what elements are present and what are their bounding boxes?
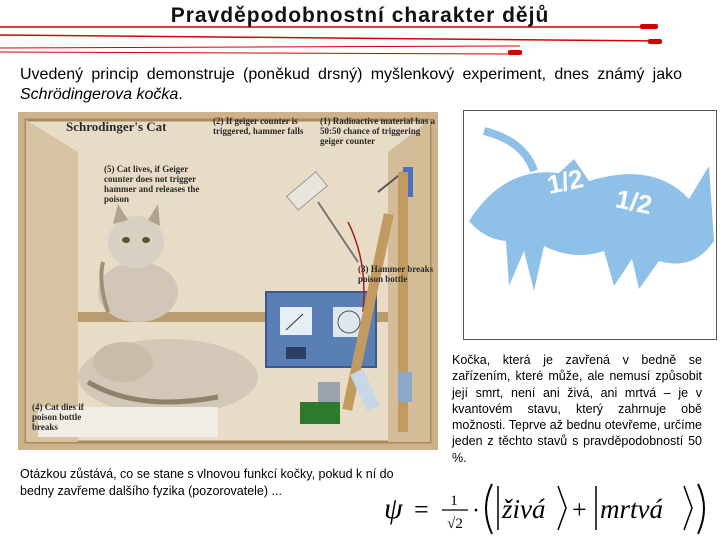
ket-angle-2: [684, 486, 692, 530]
intro-end: .: [178, 86, 183, 103]
half-label-2: 1/2: [613, 183, 655, 221]
photo-label-2: (2) If geiger counter is triggered, hammer falls: [213, 116, 304, 136]
photo-label-3: (3) Hammer breaks poison bottle: [358, 264, 434, 284]
schrodinger-box-photo: [18, 112, 438, 450]
formula-denominator: √2: [447, 516, 463, 532]
bottom-question: Otázkou zůstává, co se stane s vlnovou funkcí kočky, pokud k ní do bedny zavřeme dalšího fyzika (pozorovatele) ...: [20, 467, 394, 498]
half-label-1: 1/2: [544, 163, 586, 200]
left-paren: [486, 484, 492, 534]
formula-plus: +: [572, 495, 587, 524]
state-dead: mrtvá: [600, 494, 663, 524]
intro-text: Uvedený princip demonstruje (poněkud drsný) myšlenkový experiment, dnes známý jako: [20, 66, 682, 83]
formula-dot: ·: [472, 498, 480, 524]
intro-paragraph: [20, 65, 682, 105]
wavefunction-formula: [384, 478, 714, 538]
right-explanation: Kočka, která je zavřená v bedně se zařízením, které může, ale nemusí způsobit její smrt, není ani živá, ani mrtvá – je v kvantovém stavu, který zahrnuje obě možnosti. Teprve až bednu otevřeme, určíme jeden z těchto stavů s pravděpodobností 50 %.: [452, 353, 702, 465]
right-paren: [698, 484, 704, 534]
half-cat-icon: [464, 111, 716, 339]
formula-equals: =: [414, 495, 429, 524]
formula-psi: ψ: [384, 492, 403, 525]
state-alive: živá: [502, 494, 546, 524]
intro-italic: Schrödingerova kočka: [20, 86, 179, 103]
half-cat-diagram: [463, 110, 717, 340]
slide-title: Pravděpodobnostní charakter dějů: [170, 4, 550, 27]
photo-heading: Schrodinger's Cat: [66, 119, 167, 134]
photo-label-4: (4) Cat dies if poison bottle breaks: [32, 402, 84, 432]
ket-angle-1: [558, 486, 566, 530]
formula-numerator: 1: [450, 493, 458, 509]
photo-label-1: (1) Radioactive material has a 50:50 chance of triggering geiger counter: [320, 116, 435, 146]
photo-label-5: (5) Cat lives, if Geiger counter does not trigger hammer and releases the poison: [104, 164, 200, 204]
